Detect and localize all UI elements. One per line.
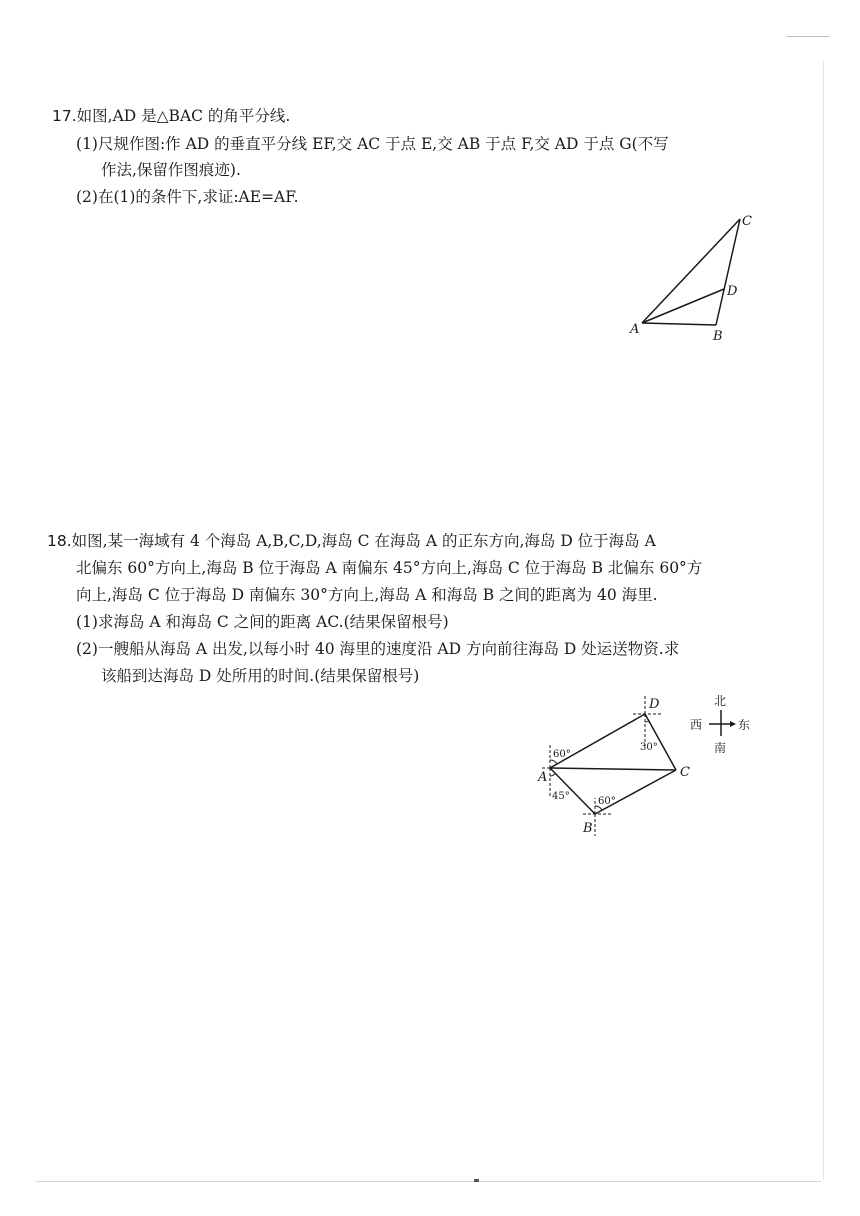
compass-north: 北 (714, 694, 727, 708)
q18-part1: (1)求海岛 A 和海岛 C 之间的距离 AC.(结果保留根号) (76, 613, 449, 631)
q17-part1-line2: 作法,保留作图痕迹). (101, 161, 241, 179)
scan-edge-right (823, 60, 824, 1180)
compass-east: 东 (738, 718, 751, 732)
q17-part2: (2)在(1)的条件下,求证:AE=AF. (76, 188, 299, 206)
scan-mark (474, 1179, 479, 1182)
q18-stem-line2: 北偏东 60°方向上,海岛 B 位于海岛 A 南偏东 45°方向上,海岛 C 位于海岛 B 北偏东 60°方 (76, 559, 703, 577)
scan-edge-bottom (36, 1181, 821, 1182)
q17-side-ab (642, 323, 716, 325)
q17-side-bc (716, 219, 740, 325)
q18-label-c: C (680, 765, 690, 780)
q18-angle-a-south: 45° (552, 791, 570, 802)
q17-side-ac (642, 219, 740, 323)
q17-label-c: C (742, 214, 752, 229)
q18-part2-line2: 该船到达海岛 D 处所用的时间.(结果保留根号) (101, 667, 420, 685)
q18-label-a: A (538, 770, 548, 785)
q17-number: 17. (52, 107, 77, 125)
q18-figure (528, 686, 768, 846)
q17-label-d: D (727, 284, 738, 299)
q18-segment-ac (550, 768, 676, 770)
q18-number: 18. (47, 532, 72, 550)
q17-bisector-ad (642, 289, 724, 323)
q18-label-d: D (649, 697, 660, 712)
q18-angle-b-north: 60° (598, 796, 616, 807)
q17-label-a: A (630, 322, 640, 337)
q17-label-b: B (713, 329, 723, 344)
q17-figure (620, 205, 760, 345)
q17-stem (52, 106, 290, 126)
q17-part1-line1: (1)尺规作图:作 AD 的垂直平分线 EF,交 AC 于点 E,交 AB 于点 F,交 AD 于点 G(不写 (76, 135, 669, 153)
compass-arrow-icon (730, 721, 736, 727)
q18-stem-line1 (47, 531, 656, 551)
q18-compass (690, 694, 750, 755)
q17-stem-text: 如图,AD 是△BAC 的角平分线. (76, 107, 291, 125)
compass-south: 南 (714, 741, 727, 755)
q18-angle-a-north: 60° (553, 749, 571, 760)
q18-angle-d-south: 30° (640, 742, 658, 753)
q18-stem-line3: 向上,海岛 C 位于海岛 D 南偏东 30°方向上,海岛 A 和海岛 B 之间的距离为 40 海里. (76, 586, 658, 604)
q18-label-b: B (583, 821, 593, 836)
compass-west: 西 (690, 718, 703, 732)
q18-segment-bc (595, 770, 676, 814)
q18-part2-line1: (2)一艘船从海岛 A 出发,以每小时 40 海里的速度沿 AD 方向前往海岛 D 处运送物资.求 (76, 640, 680, 658)
scan-edge-top (786, 36, 830, 37)
q18-stem-line1-text: 如图,某一海域有 4 个海岛 A,B,C,D,海岛 C 在海岛 A 的正东方向,海岛 D 位于海岛 A (71, 532, 656, 550)
